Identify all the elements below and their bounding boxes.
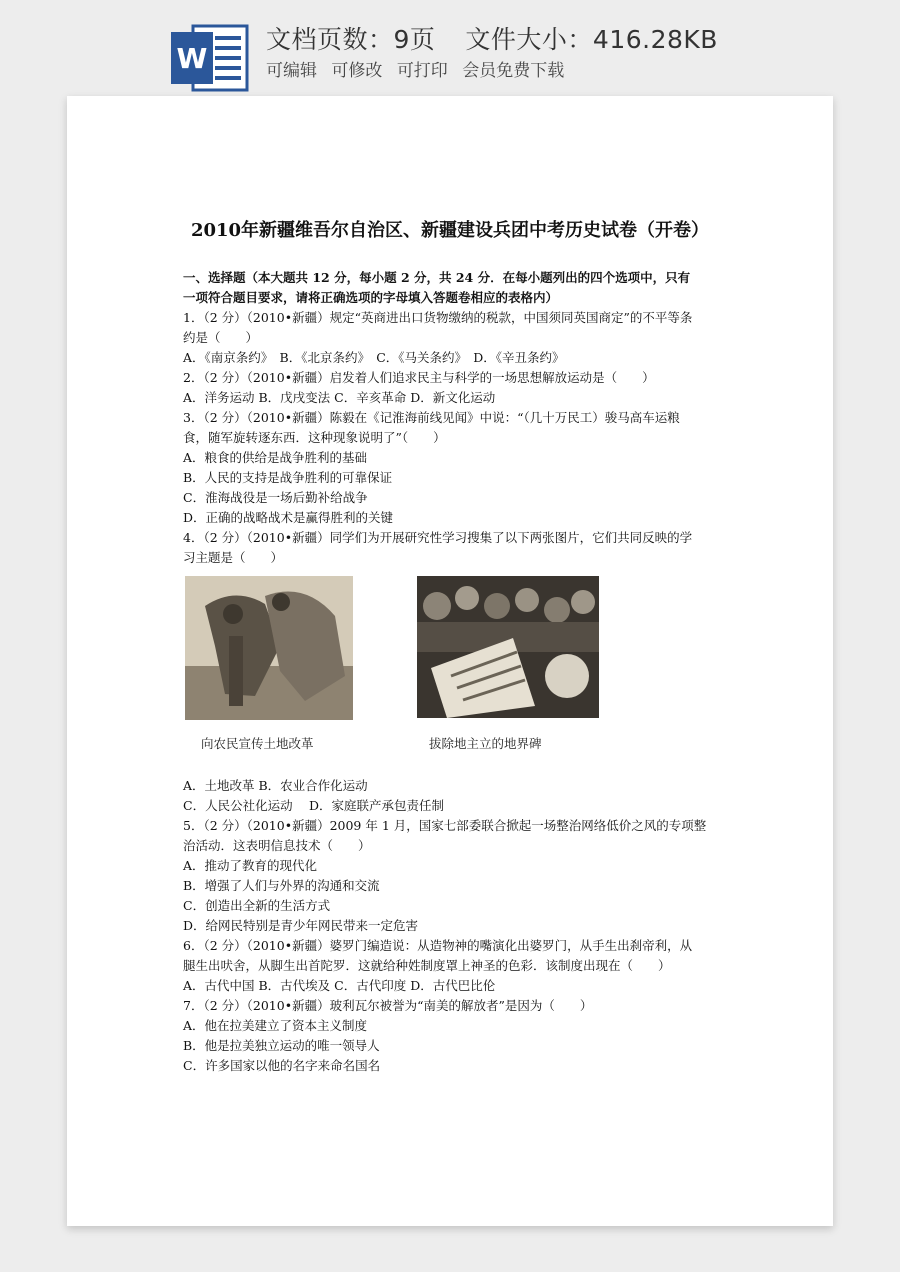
text-line: 一项符合题目要求，请将正确选项的字母填入答题卷相应的表格内）: [183, 290, 559, 305]
text-line: 3．（2 分）（2010•新疆）陈毅在《记淮海前线见闻》中说：“（几十万民工）骏马高车运粮: [183, 410, 680, 425]
text-line: C．许多国家以他的名字来命名国名: [183, 1058, 381, 1073]
file-size: 文件大小：416.28KB: [465, 25, 718, 54]
text-line: B．他是拉美独立运动的唯一领导人: [183, 1038, 380, 1053]
text-line: B．增强了人们与外界的沟通和交流: [183, 878, 380, 893]
question-block-1: [183, 268, 723, 568]
feature-modifiable: 可修改: [331, 61, 383, 81]
text-line: 一、选择题（本大题共 12 分，每小题 2 分，共 24 分．在每小题列出的四个选项中，只有: [183, 270, 691, 285]
text-line: 习主题是（ ）: [183, 550, 284, 565]
text-line: 腿生出吠舍，从脚生出首陀罗．这就给种姓制度罩上神圣的色彩．该制度出现在（ ）: [183, 958, 671, 973]
text-line: 7．（2 分）（2010•新疆）玻利瓦尔被誉为“南美的解放者”是因为（ ）: [183, 998, 593, 1013]
text-line: 约是（ ）: [183, 330, 259, 345]
text-line: 4．（2 分）（2010•新疆）同学们为开展研究性学习搜集了以下两张图片，它们共同反映的学: [183, 530, 693, 545]
text-line: D．给网民特别是青少年网民带来一定危害: [183, 918, 419, 933]
text-line: A．土地改革 B．农业合作化运动: [183, 778, 368, 793]
feature-editable: 可编辑: [266, 61, 317, 81]
svg-text:W: W: [176, 42, 208, 75]
text-line: A．推动了教育的现代化: [183, 858, 318, 873]
text-line: A．洋务运动 B．戊戌变法 C．辛亥革命 D．新文化运动: [183, 390, 496, 405]
text-line: 5．（2 分）（2010•新疆）2009 年 1 月，国家七部委联合掀起一场整治网络低价之风的专项整: [183, 818, 707, 833]
text-line: A．粮食的供给是战争胜利的基础: [183, 450, 368, 465]
word-document-icon: [171, 22, 251, 94]
feature-list: [266, 56, 573, 81]
header-banner: [0, 0, 900, 96]
feature-member-download: 会员免费下载: [462, 61, 565, 81]
text-line: 食，随军旋转逐东西．这种现象说明了”（ ）: [183, 430, 446, 445]
question-block-2: [183, 776, 723, 1076]
text-line: 6．（2 分）（2010•新疆）婆罗门编造说：从造物神的嘴演化出婆罗门，从手生出刹帝利，从: [183, 938, 693, 953]
document-page: [67, 96, 833, 1226]
feature-printable: 可打印: [396, 61, 448, 81]
question-4-photos: [183, 570, 723, 776]
text-line: A．《南京条约》 B．《北京条约》 C．《马关条约》 D．《辛丑条约》: [183, 350, 565, 365]
text-line: D．正确的战略战术是赢得胜利的关键: [183, 510, 394, 525]
text-line: A．他在拉美建立了资本主义制度: [183, 1018, 368, 1033]
text-line: 1．（2 分）（2010•新疆）规定“英商进出口货物缴纳的税款，中国须同英国商定”的不平等条: [183, 310, 693, 325]
text-line: B．人民的支持是战争胜利的可靠保证: [183, 470, 393, 485]
text-line: C．人民公社化运动 D．家庭联产承包责任制: [183, 798, 445, 813]
document-body: [183, 268, 723, 1076]
photo-caption-boundary-stone: 拔除地主立的地界碑: [429, 736, 542, 751]
document-title: 2010年新疆维吾尔自治区、新疆建设兵团中考历史试卷（开卷）: [190, 220, 710, 241]
text-line: 2．（2 分）（2010•新疆）启发着人们追求民主与科学的一场思想解放运动是（ ）: [183, 370, 655, 385]
text-line: 治活动．这表明信息技术（ ）: [183, 838, 371, 853]
boundary-stone-photo: [417, 576, 599, 718]
page-count: 文档页数：9页: [266, 25, 436, 54]
text-line: C．淮海战役是一场后勤补给战争: [183, 490, 368, 505]
land-reform-photo: [185, 576, 353, 720]
text-line: C．创造出全新的生活方式: [183, 898, 331, 913]
photo-caption-land-reform: 向农民宣传土地改革: [201, 736, 314, 751]
text-line: A．古代中国 B．古代埃及 C．古代印度 D．古代巴比伦: [183, 978, 496, 993]
file-info: [266, 20, 718, 56]
